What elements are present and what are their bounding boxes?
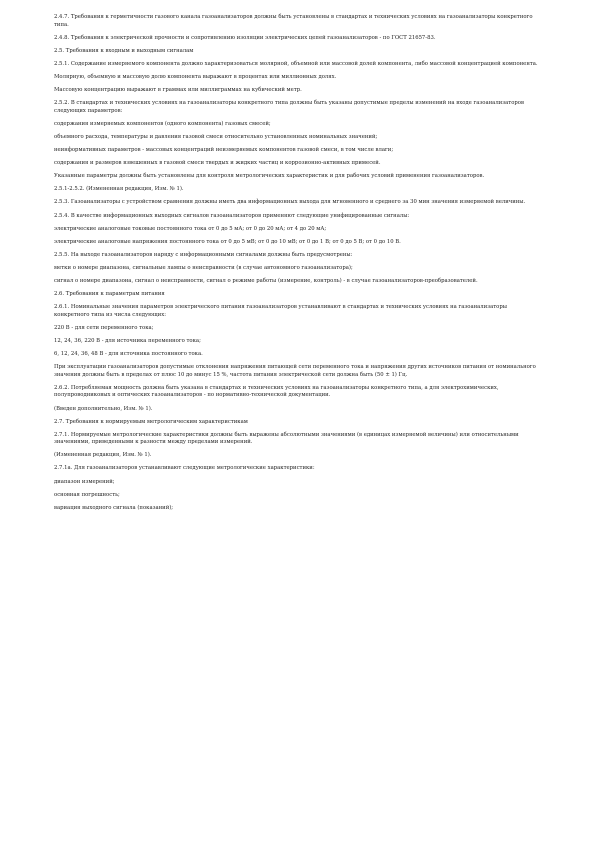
paragraph: содержания и размеров взвешенных в газовой смеси твердых и жидких частиц и коррозионно-активных примесей. <box>54 160 381 167</box>
paragraph: 2.6.1. Номинальные значения параметров электрического питания газоанализаторов устанавливают в стандартах и технических условиях на газоанализаторы конкретного типа из числа следующих: <box>54 304 507 318</box>
paragraph: 2.4.7. Требования к герметичности газового канала газоанализаторов должны быть установлены в стандартах и технических условиях на газоанализаторы конкретного типа. <box>54 14 533 28</box>
paragraph: 2.5.2. В стандартах и технических условиях на газоанализаторы конкретного типа должны быть указаны допустимые пределы изменений на входе газоанализаторов следующих параметров: <box>54 100 524 114</box>
paragraph: основная погрешность; <box>54 491 120 498</box>
paragraph: сигнал о номере диапазона, сигнал о неисправности, сигнал о режиме работы (измерение, контроль) - в случае газоанализаторов-преобразователей. <box>54 277 478 284</box>
paragraph: неинформативных параметров - массовых концентраций неизмеряемых компонентов газовой смеси, в том числе влаги; <box>54 147 394 154</box>
paragraph: 2.5.4. В качестве информационных выходных сигналов газоанализаторов применяют следующие унифицированные сигналы: <box>54 212 410 219</box>
paragraph: Массовую концентрацию выражают в граммах или миллиграммах на кубический метр. <box>54 87 302 94</box>
paragraph: Указанные параметры должны быть установлены для контроля метрологических характеристик и для рабочих условий применения газоанализаторов. <box>54 173 485 180</box>
paragraph: 2.7.1. Нормируемые метрологические характеристики должны быть выражены абсолютными значениями (в единицах измеряемой величины) или относительными значениями, приведенными к разности между пределами измерений. <box>54 431 519 446</box>
paragraph: 2.7.1а. Для газоанализаторов устанавливают следующие метрологические характеристики: <box>54 465 315 472</box>
paragraph: Молярную, объемную и массовую долю компонента выражают в процентах или миллионных долях. <box>54 73 337 80</box>
paragraph: 2.6. Требования к параметрам питания <box>54 291 165 298</box>
paragraph: вариация выходного сигнала (показаний); <box>54 504 174 511</box>
paragraph: (Измененная редакция, Изм. № 1). <box>54 452 152 459</box>
paragraph: (Введен дополнительно, Изм. № 1). <box>54 405 153 412</box>
paragraph: 2.5. Требования к входным и выходным сигналам <box>54 47 194 54</box>
paragraph: При эксплуатации газоанализаторов допустимые отклонения напряжения питающей сети переменного тока и напряжения других источников питания от номинального значения должны быть в пределах от плюс 10 до минус 15 %, частота питания электрической сети должна быть (50 ± 1) Гц. <box>54 364 536 378</box>
paragraph: метки о номере диапазона, сигнальные лампы о неисправности (в случае автономного газоанализатора); <box>54 264 353 271</box>
paragraph: 2.5.5. На выходе газоанализаторов наряду с информационными сигналами должны быть предусмотрены: <box>54 251 353 258</box>
document-page <box>54 14 542 518</box>
paragraph: 6, 12, 24, 36, 48 В - для источника постоянного тока. <box>54 351 203 358</box>
paragraph: электрические аналоговые напряжения постоянного тока от 0 до 5 мВ; от 0 до 10 мВ; от 0 до 1 В; от 0 до 5 В; от 0 до 10 В. <box>54 238 401 245</box>
paragraph: электрические аналоговые токовые постоянного тока от 0 до 5 мА; от 0 до 20 мА; от 4 до 20 мА; <box>54 225 327 232</box>
paragraph: 2.5.1. Содержание измеряемого компонента должно характеризоваться молярной, объемной или массовой долей компонента, либо массовой концентрацией компонента. <box>54 60 538 67</box>
paragraph: содержания измеряемых компонентов (одного компонента) газовых смесей; <box>54 120 271 127</box>
paragraph: 2.5.1-2.5.2. (Измененная редакция, Изм. № 1). <box>54 186 184 193</box>
paragraph: 2.5.3. Газоанализаторы с устройством сравнения должны иметь два информационных выхода для мгновенного и среднего за 30 мин значения измеряемой величины. <box>54 199 526 206</box>
paragraph: объемного расхода, температуры и давления газовой смеси относительно установленных номинальных значений; <box>54 133 378 140</box>
paragraph: 2.7. Требования к нормируемым метрологическим характеристикам <box>54 418 248 425</box>
paragraph: 12, 24, 36, 220 В - для источника переменного тока; <box>54 337 201 344</box>
paragraph: 2.4.8. Требования к электрической прочности и сопротивлению изоляции электрических цепей газоанализаторов - по ГОСТ 21657-83. <box>54 34 436 41</box>
paragraph: 220 В - для сети переменного тока; <box>54 324 154 331</box>
paragraph: диапазон измерений; <box>54 478 115 485</box>
paragraph: 2.6.2. Потребляемая мощность должна быть указана в стандартах и технических условиях на газоанализаторы конкретного типа, а для электрохимических, полупроводниковых и оптических газоанализаторов - по нормативно-технической документации. <box>54 384 499 399</box>
